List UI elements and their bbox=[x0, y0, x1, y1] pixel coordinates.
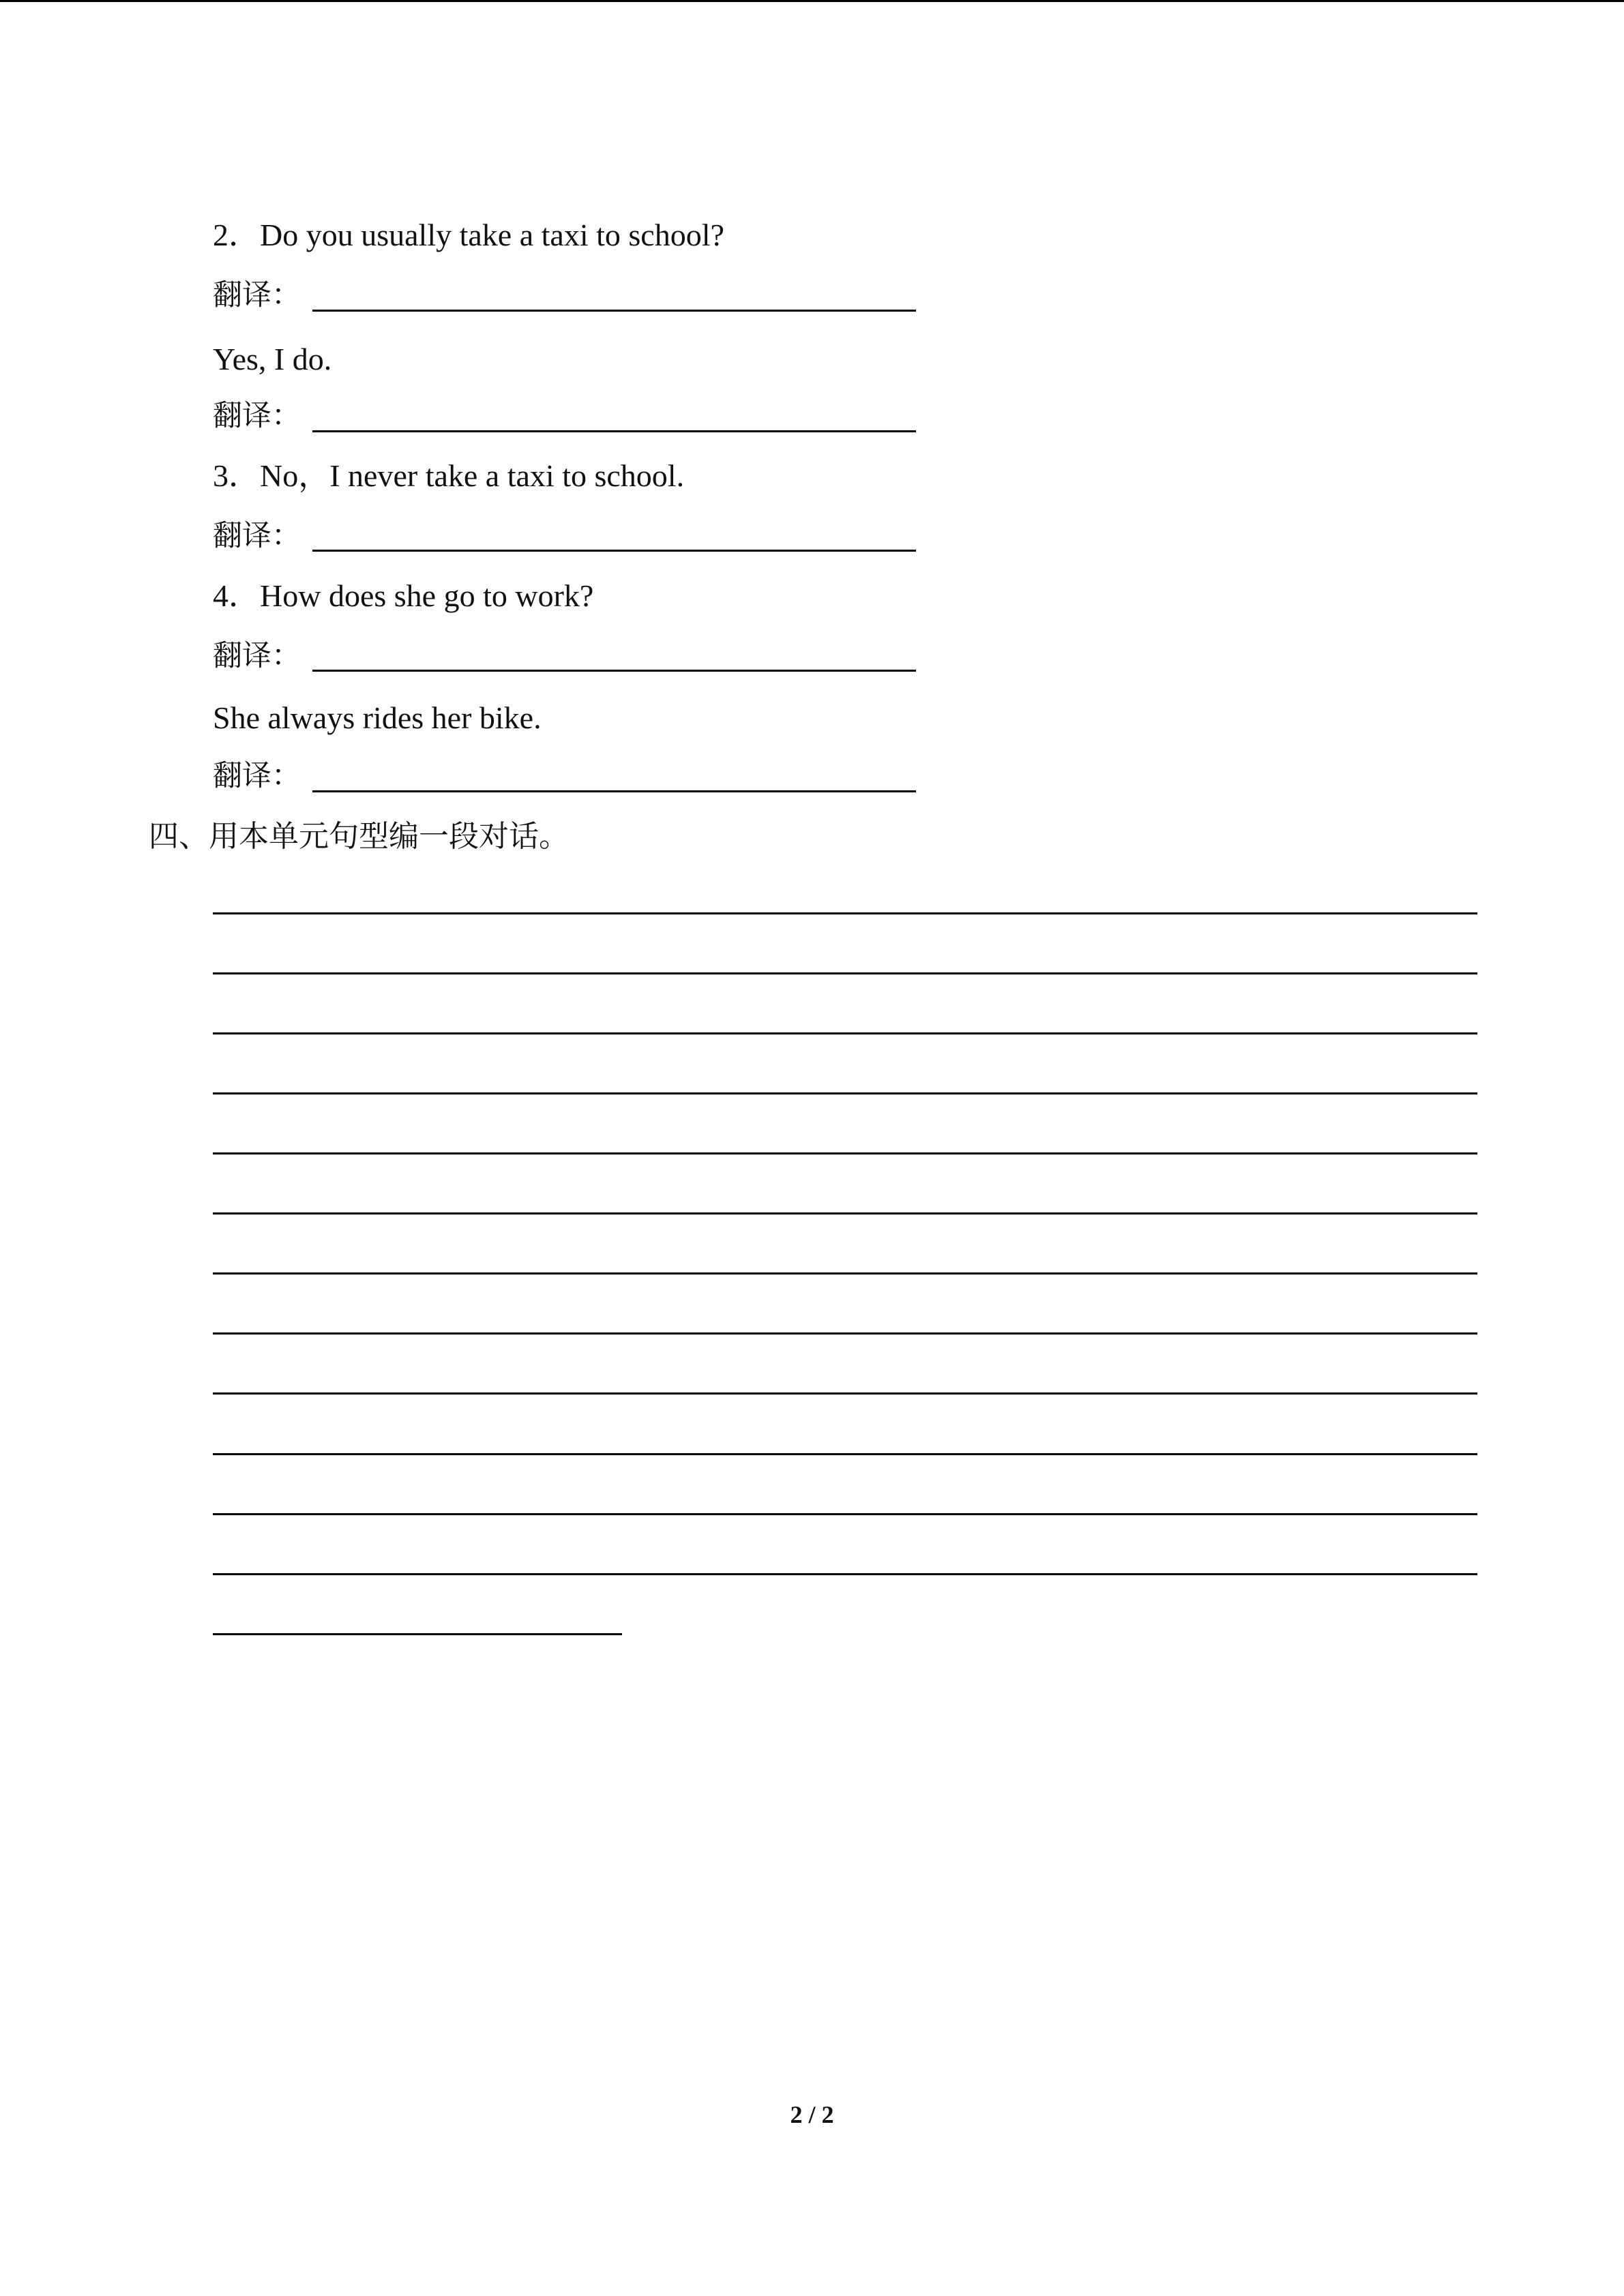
item-text: She always rides her bike. bbox=[213, 700, 542, 735]
writing-line[interactable] bbox=[213, 1092, 1477, 1094]
writing-line[interactable] bbox=[213, 912, 1477, 914]
item-number: 4． bbox=[213, 578, 260, 613]
translate-label: 翻译： bbox=[213, 519, 301, 553]
writing-line[interactable] bbox=[213, 1212, 1477, 1214]
answer-line bbox=[213, 339, 331, 380]
translate-answer-line[interactable] bbox=[312, 550, 916, 552]
item-text: Yes, I do. bbox=[213, 342, 332, 376]
writing-line[interactable] bbox=[213, 1573, 1477, 1575]
page-top-border bbox=[0, 0, 1624, 2]
answer-line bbox=[213, 698, 542, 739]
page-number: 2 / 2 bbox=[790, 2101, 834, 2128]
question-line bbox=[213, 456, 684, 496]
translate-label: 翻译： bbox=[213, 278, 301, 312]
translate-label: 翻译： bbox=[213, 759, 301, 793]
item-text: How does she go to work? bbox=[260, 578, 594, 613]
question-line bbox=[213, 215, 724, 256]
item-text: Do you usually take a taxi to school? bbox=[260, 218, 724, 252]
writing-line[interactable] bbox=[213, 1633, 622, 1635]
translate-label: 翻译： bbox=[213, 399, 301, 433]
item-text: No，I never take a taxi to school. bbox=[260, 458, 685, 493]
writing-line[interactable] bbox=[213, 1453, 1477, 1455]
question-line bbox=[213, 576, 593, 616]
item-number: 3． bbox=[213, 458, 260, 493]
writing-line[interactable] bbox=[213, 1032, 1477, 1034]
translate-answer-line[interactable] bbox=[312, 430, 916, 432]
translate-answer-line[interactable] bbox=[312, 310, 916, 312]
writing-line[interactable] bbox=[213, 1332, 1477, 1335]
writing-line[interactable] bbox=[213, 1272, 1477, 1274]
writing-line[interactable] bbox=[213, 1513, 1477, 1515]
item-number: 2． bbox=[213, 218, 260, 252]
translate-answer-line[interactable] bbox=[312, 790, 916, 792]
writing-line[interactable] bbox=[213, 1152, 1477, 1154]
translate-answer-line[interactable] bbox=[312, 670, 916, 672]
translate-label: 翻译： bbox=[213, 639, 301, 673]
writing-line[interactable] bbox=[213, 972, 1477, 974]
section-four-title: 四、用本单元句型编一段对话。 bbox=[149, 819, 569, 854]
writing-line[interactable] bbox=[213, 1392, 1477, 1395]
